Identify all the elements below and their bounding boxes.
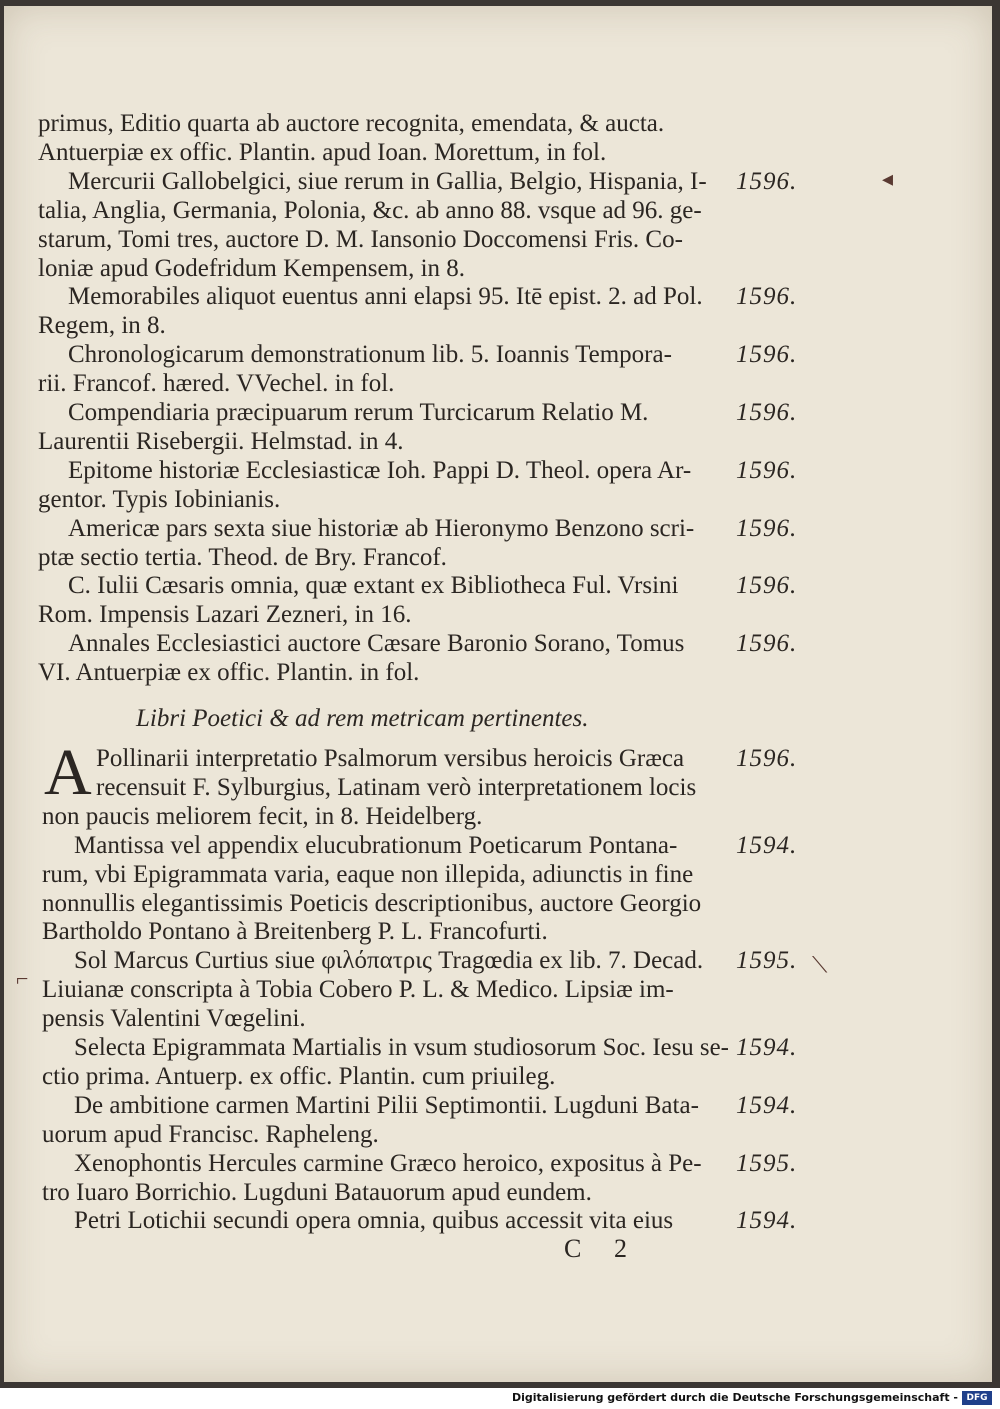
margin-pen-stroke-mark: ⟍ bbox=[812, 952, 828, 977]
line-text: recensuit F. Sylburgius, Latinam verò interpretationem locis bbox=[96, 773, 697, 801]
margin-dot-mark: ◂ bbox=[882, 166, 894, 191]
line-text: VI. Antuerpiæ ex offic. Plantin. in fol. bbox=[38, 659, 420, 687]
year-label: 1596. bbox=[736, 514, 798, 542]
year-label: 1594. bbox=[736, 1034, 798, 1061]
line-text: primus, Editio quarta ab auctore recognita, emendata, & aucta. bbox=[38, 110, 665, 137]
year-label: 1595. bbox=[736, 947, 798, 975]
dfg-logo: DFG bbox=[962, 1391, 992, 1405]
line-text: Mantissa vel appendix elucubrationum Poeticarum Pontana- bbox=[74, 831, 678, 859]
signature-letter: C bbox=[564, 1234, 582, 1263]
line-text: ctio prima. Antuerp. ex offic. Plantin. cum priuileg. bbox=[42, 1062, 556, 1090]
line-text: Chronologicarum demonstrationum lib. 5. Ioannis Tempora- bbox=[68, 341, 672, 369]
line-text: talia, Anglia, Germania, Polonia, &c. ab anno 88. vsque ad 96. ge- bbox=[38, 196, 702, 224]
line-text: rum, vbi Epigrammata varia, eaque non illepida, adiunctis in fine bbox=[42, 860, 694, 888]
line-text: starum, Tomi tres, auctore D. M. Iansonio Doccomensi Fris. Co- bbox=[38, 225, 683, 253]
credit-bar bbox=[0, 1388, 1000, 1409]
line-text: Sol Marcus Curtius siue φιλόπατρις Tragœdia ex lib. 7. Decad. bbox=[74, 947, 704, 975]
line-text: Laurentii Risebergii. Helmstad. in 4. bbox=[38, 427, 404, 455]
year-label: 1596. bbox=[736, 745, 798, 772]
line-text: uorum apud Francisc. Rapheleng. bbox=[42, 1120, 379, 1148]
line-text: Antuerpiæ ex offic. Plantin. apud Ioan. Morettum, in fol. bbox=[38, 138, 607, 166]
year-label: 1596. bbox=[736, 630, 798, 658]
line-text: Epitome historiæ Ecclesiasticæ Ioh. Pappi D. Theol. opera Ar- bbox=[68, 456, 692, 484]
line-text: Bartholdo Pontano à Breitenberg P. L. Francofurti. bbox=[42, 918, 548, 946]
line-text: Compendiaria præcipuarum rerum Turcicarum Relatio M. bbox=[68, 399, 649, 426]
year-label: 1596. bbox=[736, 341, 798, 369]
line-text: Regem, in 8. bbox=[38, 312, 166, 340]
line-text: ptæ sectio tertia. Theod. de Bry. Francof. bbox=[38, 543, 447, 571]
line-text: Xenophontis Hercules carmine Græco heroico, expositus à Pe- bbox=[74, 1149, 702, 1177]
margin-pointer-mark: ⌐ bbox=[16, 966, 29, 991]
line-text: pensis Valentini Vœgelini. bbox=[42, 1005, 306, 1033]
year-label: 1596. bbox=[736, 456, 798, 484]
line-text: tro Iuaro Borrichio. Lugduni Batauorum apud eundem. bbox=[42, 1178, 592, 1206]
line-text: Memorabiles aliquot euentus anni elapsi 95. Itē epist. 2. ad Pol. bbox=[68, 283, 703, 311]
signature-number: 2 bbox=[614, 1234, 627, 1263]
line-text: C. Iulii Cæsaris omnia, quæ extant ex Bibliotheca Ful. Vrsini bbox=[68, 572, 679, 600]
line-text: De ambitione carmen Martini Pilii Septimontii. Lugduni Bata- bbox=[74, 1091, 699, 1119]
year-label: 1596. bbox=[736, 572, 798, 600]
year-label: 1596. bbox=[736, 167, 798, 195]
line-text: non paucis meliorem fecit, in 8. Heidelberg. bbox=[42, 802, 483, 830]
section-heading: Libri Poetici & ad rem metricam pertinentes. bbox=[136, 705, 589, 732]
line-text: Rom. Impensis Lazari Zezneri, in 16. bbox=[38, 601, 412, 629]
year-label: 1595. bbox=[736, 1149, 798, 1177]
line-text: loniæ apud Godefridum Kempensem, in 8. bbox=[38, 254, 466, 282]
year-label: 1596. bbox=[736, 283, 798, 311]
line-text: Americæ pars sexta siue historiæ ab Hieronymo Benzono scri- bbox=[68, 514, 695, 542]
line-text: Selecta Epigrammata Martialis in vsum studiosorum Soc. Iesu se- bbox=[74, 1034, 729, 1061]
book-page bbox=[4, 6, 992, 1382]
line-text: Liuianæ conscripta à Tobia Cobero P. L. & Medico. Lipsiæ im- bbox=[42, 976, 674, 1004]
line-text: rii. Francof. hæred. VVechel. in fol. bbox=[38, 370, 395, 398]
year-label: 1596. bbox=[736, 399, 798, 426]
line-text: Petri Lotichii secundi opera omnia, quibus accessit vita eius bbox=[74, 1207, 674, 1235]
year-label: 1594. bbox=[736, 1091, 798, 1119]
line-text: Mercurii Gallobelgici, siue rerum in Gallia, Belgio, Hispania, I- bbox=[68, 167, 707, 195]
line-text: nonnullis elegantissimis Poeticis descriptionibus, auctore Georgio bbox=[42, 889, 702, 917]
line-text: gentor. Typis Iobinianis. bbox=[38, 485, 281, 513]
credit-text: Digitalisierung gefördert durch die Deutsche Forschungsgemeinschaft - bbox=[511, 1391, 958, 1404]
line-text: Annales Ecclesiastici auctore Cæsare Baronio Sorano, Tomus bbox=[68, 630, 685, 658]
line-text: Pollinarii interpretatio Psalmorum versibus heroicis Græca bbox=[96, 745, 685, 772]
year-label: 1594. bbox=[736, 1207, 798, 1235]
drop-cap: A bbox=[44, 736, 92, 809]
year-label: 1594. bbox=[736, 831, 798, 859]
